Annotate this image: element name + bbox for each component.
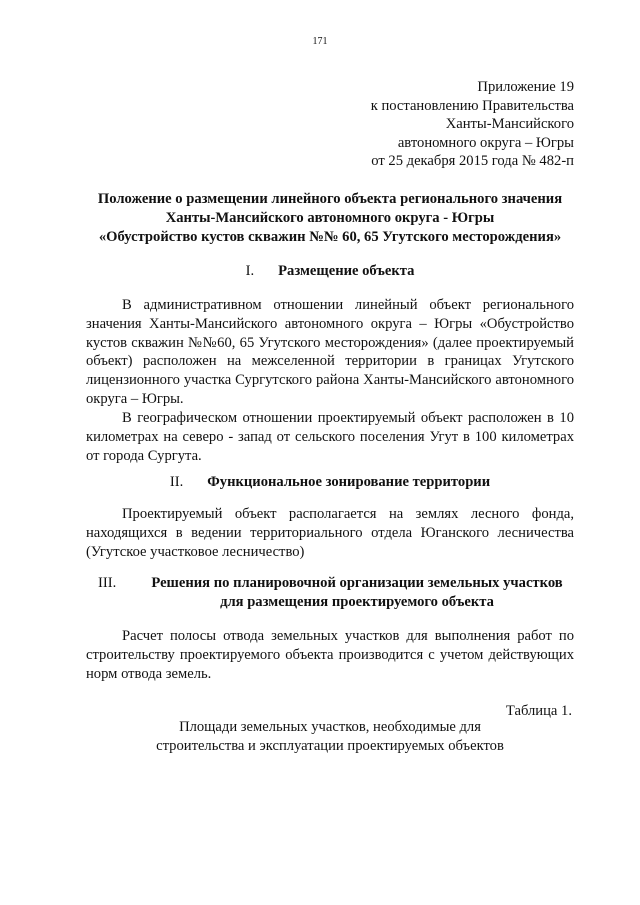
table-title-line: Площади земельных участков, необходимые для xyxy=(179,719,481,735)
document-title xyxy=(60,190,600,247)
section-2-heading xyxy=(60,473,600,492)
appendix-line: от 25 декабря 2015 года № 482-п xyxy=(371,153,574,170)
title-line: «Обустройство кустов скважин №№ 60, 65 Угутского месторождения» xyxy=(98,229,562,245)
appendix-reference xyxy=(371,78,574,171)
section-1-heading xyxy=(60,262,600,281)
title-line: Ханты-Мансийского автономного округа - Югры xyxy=(165,210,495,226)
appendix-line: Ханты-Мансийского xyxy=(445,116,574,133)
section-number: I. xyxy=(245,263,255,279)
section-number: II. xyxy=(169,474,184,490)
section-title: Размещение объекта xyxy=(278,263,415,279)
section-number: III. xyxy=(98,575,117,591)
appendix-line: Приложение 19 xyxy=(477,79,574,95)
section-1-paragraph-1: В административном отношении линейный объект регионального значения Ханты-Мансийского автономного округа – Югры «Обустройство кустов скважин №№60, 65 Угутского месторождения» (далее проектируемый объект) расположен на межселенной территории в границах Угутского лицензионного участка Сургутского района Ханты-Мансийского автономного округа – Югры. xyxy=(86,297,574,407)
page-number: 171 xyxy=(312,36,328,47)
section-title: Функциональное зонирование территории xyxy=(207,474,491,490)
section-title-line: для размещения проектируемого объекта xyxy=(220,594,494,610)
section-3-paragraph-1: Расчет полосы отвода земельных участков для выполнения работ по строительству проектируемого объекта производится с учетом действующих норм отвода земель. xyxy=(86,628,574,682)
table-title-line: строительства и эксплуатации проектируемых объектов xyxy=(156,738,504,754)
appendix-line: к постановлению Правительства xyxy=(370,97,574,114)
table-title xyxy=(60,718,600,756)
section-2-paragraph-1: Проектируемый объект располагается на землях лесного фонда, находящихся в ведении территориального отдела Юганского лесничества (Угутское участковое лесничество) xyxy=(86,506,574,560)
appendix-line: автономного округа – Югры xyxy=(397,134,574,151)
section-title xyxy=(134,574,580,612)
section-1-paragraph-2: В географическом отношении проектируемый объект расположен в 10 километрах на северо - запад от сельского поселения Угут в 100 километрах от города Сургута. xyxy=(86,410,574,464)
table-label: Таблица 1. xyxy=(505,703,572,719)
section-title-line: Решения по планировочной организации земельных участков xyxy=(151,575,563,591)
title-line: Положение о размещении линейного объекта регионального значения xyxy=(97,191,563,207)
